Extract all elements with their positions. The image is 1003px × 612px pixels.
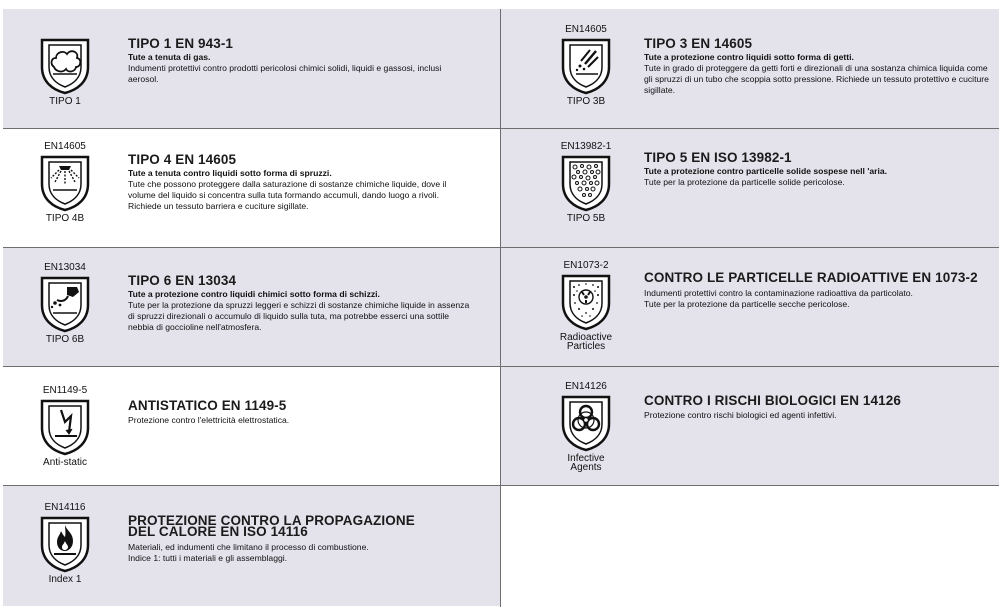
section-title: TIPO 4 EN 14605 [128, 152, 237, 167]
standard-code: EN13034 [44, 262, 86, 273]
badge-label: Radioactive Particles [559, 332, 613, 352]
antistatic-icon [39, 398, 91, 456]
badge-label: TIPO 6B [45, 334, 85, 345]
section-title: CONTRO LE PARTICELLE RADIOATTIVE EN 1073-2 [644, 270, 978, 285]
badge-label: Anti-static [43, 457, 87, 468]
badge-tipo6 [25, 262, 105, 345]
section-description: Tute per la protezione da particelle solide pericolose. [644, 177, 845, 187]
badge-tipo4 [25, 141, 105, 224]
flame-icon [39, 515, 91, 573]
particles-icon [560, 154, 612, 212]
section-description: Protezione contro rischi biologici ed agenti infettivi. [644, 410, 837, 420]
biohazard-icon [560, 394, 612, 452]
badge-label: TIPO 5B [566, 213, 606, 224]
badge-tipo1 [25, 24, 105, 107]
standard-code: EN14605 [565, 24, 607, 35]
badge-label: Infective Agents [567, 453, 605, 473]
section-description: Tute che possono proteggere dalla saturazione di sostanze chimiche liquide, dove il volume del liquido si concentra sulla tuta formando accumuli, dando luogo a rivoli. Richiede un tessuto barriera e cuciture sigillate. [128, 179, 447, 211]
section-description: Indumenti protettivi contro prodotti pericolosi chimici solidi, liquidi e gassosi, inclusi aerosol. [128, 63, 442, 84]
section-title: TIPO 1 EN 943-1 [128, 36, 234, 51]
section-title: CONTRO I RISCHI BIOLOGICI EN 14126 [644, 393, 901, 408]
standard-code [25, 24, 105, 35]
badge-label: TIPO 3B [566, 96, 606, 107]
section-title: TIPO 5 EN ISO 13982-1 [644, 150, 792, 165]
section-description: Materiali, ed indumenti che limitano il processo di combustione. Indice 1: tutti i materiali e gli assemblaggi. [128, 542, 369, 563]
section-title: TIPO 3 EN 14605 [644, 36, 753, 51]
section-subtitle: Tute a protezione contro liquidi chimici sotto forma di schizzi. [128, 289, 380, 299]
section-title: TIPO 6 EN 13034 [128, 273, 237, 288]
section-subtitle: Tute a tenuta contro liquidi sotto forma di spruzzi. [128, 168, 332, 178]
standard-code: EN14126 [565, 381, 607, 392]
badge-radioactive [546, 260, 626, 351]
badge-label: TIPO 4B [45, 213, 85, 224]
section-description: Protezione contro l'elettricità elettrostatica. [128, 415, 290, 425]
liquid-jet-icon [560, 37, 612, 95]
section-subtitle: Tute a protezione contro particelle solide sospese nell 'aria. [644, 166, 888, 176]
spray-icon [39, 154, 91, 212]
badge-label: TIPO 1 [49, 96, 81, 107]
standard-code: EN1149-5 [42, 385, 88, 396]
section-title: ANTISTATICO EN 1149-5 [128, 398, 287, 413]
badge-tipo5 [546, 141, 626, 224]
section-description: Tute in grado di proteggere da getti forti e direzionali di una sostanza chimica liquida come gli spruzzi di un tubo che scoppia sotto pressione. Richiede un tessuto protettivo e cuciture sigillate. [644, 63, 989, 95]
section-description: Indumenti protettivi contro la contaminazione radioattiva da particolato. Tute per la protezione da particelle secche pericolose. [644, 288, 913, 309]
section-description: Tute per la protezione da spruzzi leggeri e schizzi di sostanze chimiche liquide in assenza di spruzzi direzionali o accumulo di liquido sulla tuta, ma potrebbe esserci una sottile nebbia di goccioline nell'atmosfera. [128, 300, 470, 332]
standard-code: EN1073-2 [563, 260, 609, 271]
badge-label: Index 1 [48, 574, 82, 585]
gas-tight-icon [39, 37, 91, 95]
column-divider [500, 9, 501, 607]
badge-antistatic [25, 385, 105, 468]
splash-icon [39, 275, 91, 333]
badge-flame [25, 502, 105, 585]
section-title: PROTEZIONE CONTRO LA PROPAGAZIONE DEL CALORE EN ISO 14116 [128, 513, 415, 539]
section-subtitle: Tute a tenuta di gas. [128, 52, 211, 62]
badge-biohazard [546, 381, 626, 472]
section-subtitle: Tute a protezione contro liquidi sotto forma di getti. [644, 52, 854, 62]
standard-code: EN14605 [44, 141, 86, 152]
standard-code: EN13982-1 [560, 141, 612, 152]
badge-tipo3 [546, 24, 626, 107]
radioactive-icon [560, 273, 612, 331]
standard-code: EN14116 [44, 502, 86, 513]
